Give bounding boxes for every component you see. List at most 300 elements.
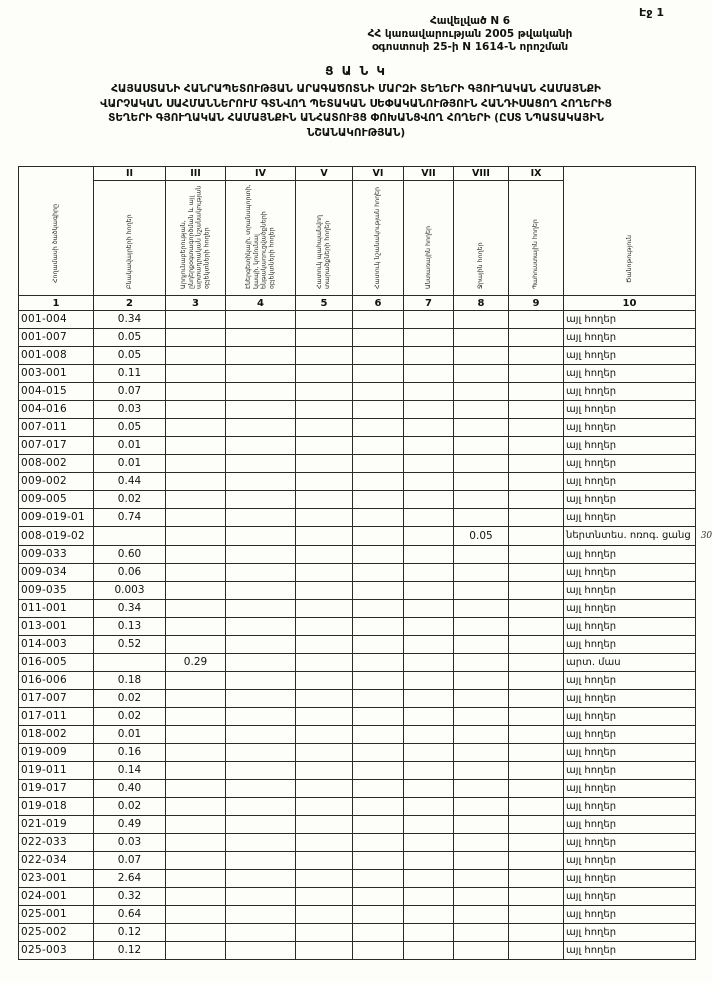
document-title [20,64,692,140]
category-header-cell [404,181,454,296]
code-cell: 025-003 [19,942,94,960]
value-cell [226,473,296,491]
note-text: այլ հողեր [566,783,617,794]
note-cell [564,347,696,365]
value-cell [454,708,509,726]
value-cell [353,888,404,906]
code-cell: 011-001 [19,600,94,618]
value-cell [404,672,454,690]
value-cell [226,672,296,690]
value-cell [296,311,353,329]
value-cell [454,509,509,527]
value-cell [226,744,296,762]
value-cell [353,365,404,383]
note-cell [564,401,696,419]
value-cell [296,690,353,708]
value-cell: 0.49 [94,816,166,834]
table-row [19,816,696,834]
note-text: արտ. մաս [566,657,621,668]
roman-numeral-cell: V [296,167,353,181]
value-cell: 0.03 [94,834,166,852]
value-cell [509,852,564,870]
table-row [19,924,696,942]
table-row [19,582,696,600]
value-cell [353,852,404,870]
column-number-cell: 4 [226,296,296,311]
table-row [19,654,696,672]
note-cell [564,690,696,708]
value-cell [509,564,564,582]
value-cell [353,618,404,636]
value-cell [226,582,296,600]
value-cell [454,690,509,708]
value-cell [166,618,226,636]
note-cell [564,888,696,906]
value-cell [226,618,296,636]
note-text: այլ հողեր [566,837,617,848]
value-cell [509,744,564,762]
value-cell [94,654,166,672]
value-cell [166,383,226,401]
note-cell [564,365,696,383]
value-cell [353,636,404,654]
value-cell [454,672,509,690]
table-row [19,347,696,365]
table-row [19,383,696,401]
code-cell: 019-009 [19,744,94,762]
value-cell [353,509,404,527]
value-cell [296,834,353,852]
value-cell [509,762,564,780]
note-text: այլ հողեր [566,693,617,704]
value-cell [454,924,509,942]
value-cell [296,780,353,798]
value-cell [404,654,454,672]
value-cell [404,726,454,744]
value-cell [353,942,404,960]
value-cell [296,437,353,455]
value-cell [353,816,404,834]
category-header-label: Արդյունաբերության, ընդերքօգտագործման և այլ արտադրական նշանակության օբյեկտների հողեր [179,185,211,289]
value-cell [509,870,564,888]
value-cell [296,365,353,383]
value-cell [454,564,509,582]
note-cell [564,780,696,798]
note-cell [564,816,696,834]
note-cell [564,600,696,618]
code-cell: 023-001 [19,870,94,888]
code-cell: 007-017 [19,437,94,455]
value-cell [166,311,226,329]
note-cell [564,618,696,636]
table-row [19,888,696,906]
value-cell [226,600,296,618]
code-cell: 001-007 [19,329,94,347]
value-cell [296,942,353,960]
note-cell [564,906,696,924]
code-cell: 004-016 [19,401,94,419]
value-cell: 0.44 [94,473,166,491]
value-cell [404,582,454,600]
roman-numeral-cell: II [94,167,166,181]
value-cell [404,798,454,816]
value-cell [404,365,454,383]
value-cell [509,672,564,690]
value-cell [404,491,454,509]
value-cell: 0.05 [454,527,509,546]
value-cell [296,401,353,419]
annex-header [300,15,640,54]
value-cell [509,942,564,960]
value-cell [166,365,226,383]
column-number-cell: 9 [509,296,564,311]
value-cell [296,383,353,401]
table-row [19,798,696,816]
handwritten-annotation: 30 [700,531,712,541]
code-cell: 008-002 [19,455,94,473]
value-cell [296,491,353,509]
note-text: այլ հողեր [566,675,617,686]
value-cell [454,491,509,509]
category-header-label: Պահուստային հողեր [532,219,540,289]
value-cell [166,564,226,582]
note-text: այլ հողեր [566,819,617,830]
value-cell [353,546,404,564]
value-cell [404,347,454,365]
value-cell [353,708,404,726]
value-cell [296,509,353,527]
note-cell [564,852,696,870]
value-cell [166,888,226,906]
value-cell [404,942,454,960]
value-cell [509,491,564,509]
value-cell [296,924,353,942]
value-cell [166,347,226,365]
value-cell: 0.02 [94,798,166,816]
value-cell [509,347,564,365]
note-text: այլ հողեր [566,927,617,938]
title-line-1: ՀԱՅԱՍՏԱՆԻ ՀԱՆՐԱՊԵՏՈՒԹՅԱՆ ԱՐԱԳԱԾՈՏՆԻ ՄԱՐԶԻ ՏԵՂԵՐԻ ԳՅՈՒՂԱԿԱՆ ՀԱՄԱՅՆՔԻ [111,83,601,95]
column-number-cell: 10 [564,296,696,311]
value-cell [296,546,353,564]
table-row [19,546,696,564]
value-cell [296,618,353,636]
value-cell [454,383,509,401]
value-cell [454,455,509,473]
value-cell [454,870,509,888]
value-cell [226,816,296,834]
value-cell [353,527,404,546]
value-cell [296,726,353,744]
value-cell [166,437,226,455]
code-cell: 001-004 [19,311,94,329]
table-row [19,690,696,708]
value-cell: 0.12 [94,924,166,942]
value-cell [509,618,564,636]
value-cell [226,311,296,329]
title-line-3: ՏԵՂԵՐԻ ԳՅՈՒՂԱԿԱՆ ՀԱՄԱՅՆՔԻՆ ԱՆՀԱՏՈՒՅՑ ՓՈԽԱՆՑՎՈՂ ՀՈՂԵՐԻ (ԸՍՏ ՆՊԱՏԱԿԱՅԻՆ [108,112,604,124]
value-cell: 0.60 [94,546,166,564]
value-cell [353,834,404,852]
value-cell [166,906,226,924]
code-cell: 016-006 [19,672,94,690]
note-text: այլ հողեր [566,945,617,956]
table-row [19,491,696,509]
value-cell: 0.52 [94,636,166,654]
value-cell [166,636,226,654]
table-row [19,834,696,852]
value-cell [509,834,564,852]
note-text: այլ հողեր [566,567,617,578]
value-cell [353,455,404,473]
category-header-cell [353,181,404,296]
value-cell [454,582,509,600]
value-cell [226,924,296,942]
value-cell [226,690,296,708]
value-cell [226,888,296,906]
code-cell: 003-001 [19,365,94,383]
note-text: այլ հողեր [566,801,617,812]
value-cell [454,726,509,744]
value-cell [353,780,404,798]
value-cell [296,852,353,870]
code-cell: 001-008 [19,347,94,365]
note-text: այլ հողեր [566,855,617,866]
value-cell [404,816,454,834]
value-cell [226,852,296,870]
code-cell: 016-005 [19,654,94,672]
value-cell [454,473,509,491]
note-text: այլ հողեր [566,314,617,325]
note-cell [564,527,712,546]
note-text: այլ հողեր [566,747,617,758]
value-cell [226,455,296,473]
note-text: այլ հողեր [566,440,617,451]
category-header-cell [454,181,509,296]
value-cell [226,870,296,888]
value-cell [509,816,564,834]
value-cell [226,329,296,347]
value-cell [296,347,353,365]
value-cell [166,600,226,618]
value-cell [296,870,353,888]
value-cell: 0.07 [94,852,166,870]
value-cell [296,672,353,690]
value-cell [296,636,353,654]
value-cell [166,726,226,744]
category-header-label: Էներգետիկայի, տրանսպորտի, կապի, կոմունալ ենթակառուցվածքների օբյեկտների հողեր [244,184,276,289]
note-cell [564,473,696,491]
column-number-cell: 1 [19,296,94,311]
note-column-header-cell [564,167,696,296]
category-header-cell [94,181,166,296]
column-number-cell: 8 [454,296,509,311]
annex-line: Հավելված N 6 [429,15,511,27]
note-text: այլ հողեր [566,909,617,920]
note-text: ներտնտես. ոռոգ. ցանց [566,530,691,541]
table-row [19,600,696,618]
value-cell [509,780,564,798]
value-cell [404,509,454,527]
value-cell [454,852,509,870]
title-line-4: ՆՇԱՆԱԿՈՒԹՅԱՆ) [306,126,406,139]
value-cell [353,401,404,419]
column-number-cell: 2 [94,296,166,311]
code-cell: 018-002 [19,726,94,744]
code-column-header-cell [19,167,94,296]
code-cell: 009-035 [19,582,94,600]
note-cell [564,726,696,744]
value-cell [404,906,454,924]
note-text: այլ հողեր [566,458,617,469]
value-cell [509,509,564,527]
value-cell [404,311,454,329]
value-cell [226,347,296,365]
note-text: այլ հողեր [566,711,617,722]
value-cell [296,564,353,582]
table-row [19,708,696,726]
value-cell [353,924,404,942]
value-cell [353,347,404,365]
value-cell [226,726,296,744]
value-cell [166,690,226,708]
value-cell [454,600,509,618]
table-row [19,329,696,347]
value-cell [353,329,404,347]
value-cell: 0.07 [94,383,166,401]
value-cell [454,888,509,906]
value-cell [454,942,509,960]
table-row [19,527,696,546]
value-cell: 0.11 [94,365,166,383]
code-cell: 019-017 [19,780,94,798]
value-cell [509,401,564,419]
value-cell: 0.02 [94,491,166,509]
value-cell [509,365,564,383]
value-cell [226,780,296,798]
value-cell [509,329,564,347]
value-cell [166,527,226,546]
decree-line-2: օգոստոսի 25-ի N 1614-Ն որոշման [371,41,569,53]
category-header-label: Անտառային հողեր [424,226,432,289]
value-cell [509,906,564,924]
value-cell [404,762,454,780]
list-word: Ց Ա Ն Կ [325,64,387,78]
note-cell [564,437,696,455]
roman-numeral-cell: IV [226,167,296,181]
code-cell: 009-019-01 [19,509,94,527]
value-cell [454,744,509,762]
note-text: այլ հողեր [566,368,617,379]
value-cell [296,798,353,816]
value-cell [404,401,454,419]
value-cell [226,383,296,401]
table-row [19,419,696,437]
category-header-cell [509,181,564,296]
value-cell [454,437,509,455]
note-text: այլ հողեր [566,422,617,433]
value-cell [296,708,353,726]
value-cell: 0.40 [94,780,166,798]
note-text: այլ հողեր [566,494,617,505]
value-cell: 0.16 [94,744,166,762]
note-text: այլ հողեր [566,729,617,740]
code-cell: 009-005 [19,491,94,509]
title-line-2: ՎԱՐՉԱԿԱՆ ՍԱՀՄԱՆՆԵՐՈՒՄ ԳՏՆՎՈՂ ՊԵՏԱԿԱՆ ՍԵՓԱԿԱՆՈՒԹՅՈՒՆ ՀԱՆԴԻՍԱՑՈՂ ՀՈՂԵՐԻՑ [100,97,612,110]
value-cell [509,582,564,600]
value-cell [166,582,226,600]
value-cell [454,347,509,365]
note-cell [564,582,696,600]
roman-numeral-cell: VI [353,167,404,181]
value-cell [404,834,454,852]
value-cell [454,654,509,672]
value-cell [166,924,226,942]
note-text: այլ հողեր [566,585,617,596]
value-cell [454,329,509,347]
value-cell [166,329,226,347]
value-cell [166,942,226,960]
value-cell [226,509,296,527]
table-row [19,726,696,744]
value-cell: 0.05 [94,347,166,365]
value-cell: 0.003 [94,582,166,600]
value-cell [454,906,509,924]
code-cell: 025-001 [19,906,94,924]
note-cell [564,834,696,852]
value-cell [166,816,226,834]
value-cell [404,618,454,636]
land-transfer-table [18,166,712,960]
value-cell [353,906,404,924]
value-cell [404,870,454,888]
value-cell [226,437,296,455]
table-row [19,564,696,582]
value-cell [353,744,404,762]
roman-numeral-cell: IX [509,167,564,181]
code-cell: 022-033 [19,834,94,852]
table-row [19,636,696,654]
value-cell [296,527,353,546]
table-row [19,762,696,780]
value-cell [166,672,226,690]
table-row [19,311,696,329]
value-cell [509,708,564,726]
column-number-cell: 3 [166,296,226,311]
category-header-cell [296,181,353,296]
note-cell [564,924,696,942]
code-cell: 009-033 [19,546,94,564]
value-cell: 0.74 [94,509,166,527]
value-cell [509,419,564,437]
value-cell [166,798,226,816]
value-cell [166,780,226,798]
value-cell: 0.34 [94,600,166,618]
value-cell [404,455,454,473]
category-header-cell [226,181,296,296]
value-cell [509,654,564,672]
value-cell [454,762,509,780]
note-text: այլ հողեր [566,350,617,361]
value-cell: 0.34 [94,311,166,329]
roman-numeral-cell: VII [404,167,454,181]
value-cell [296,600,353,618]
value-cell [509,600,564,618]
value-cell [404,636,454,654]
value-cell [509,455,564,473]
table-row [19,780,696,798]
value-cell [509,798,564,816]
